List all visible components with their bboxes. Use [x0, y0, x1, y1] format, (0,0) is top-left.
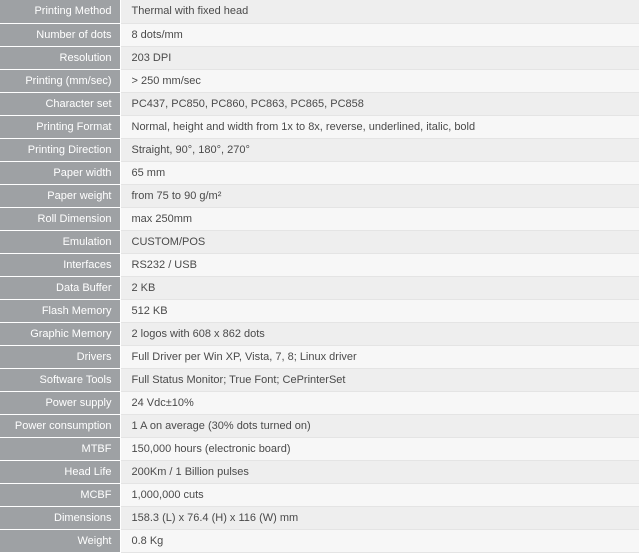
spec-label: Interfaces: [0, 253, 120, 276]
spec-value: Normal, height and width from 1x to 8x, reverse, underlined, italic, bold: [120, 115, 639, 138]
spec-label: Printing Direction: [0, 138, 120, 161]
table-row: [0, 276, 639, 299]
table-row: [0, 322, 639, 345]
spec-label: Drivers: [0, 345, 120, 368]
table-row: [0, 483, 639, 506]
spec-value: 2 KB: [120, 276, 639, 299]
spec-value: from 75 to 90 g/m²: [120, 184, 639, 207]
spec-value: 200Km / 1 Billion pulses: [120, 460, 639, 483]
spec-value: 203 DPI: [120, 46, 639, 69]
spec-label: Paper weight: [0, 184, 120, 207]
table-row: [0, 299, 639, 322]
table-row: [0, 92, 639, 115]
table-row: [0, 115, 639, 138]
spec-value: max 250mm: [120, 207, 639, 230]
spec-label: Resolution: [0, 46, 120, 69]
table-row: [0, 184, 639, 207]
spec-value: 65 mm: [120, 161, 639, 184]
spec-label: Data Buffer: [0, 276, 120, 299]
spec-label: Graphic Memory: [0, 322, 120, 345]
spec-label: Roll Dimension: [0, 207, 120, 230]
table-row: [0, 368, 639, 391]
spec-value: Full Driver per Win XP, Vista, 7, 8; Linux driver: [120, 345, 639, 368]
spec-label: Character set: [0, 92, 120, 115]
table-row: [0, 345, 639, 368]
table-row: [0, 437, 639, 460]
spec-value: 2 logos with 608 x 862 dots: [120, 322, 639, 345]
spec-label: Power consumption: [0, 414, 120, 437]
spec-label: Software Tools: [0, 368, 120, 391]
spec-value: 158.3 (L) x 76.4 (H) x 116 (W) mm: [120, 506, 639, 529]
spec-value: 1,000,000 cuts: [120, 483, 639, 506]
table-row: [0, 230, 639, 253]
spec-value: 150,000 hours (electronic board): [120, 437, 639, 460]
spec-value: Full Status Monitor; True Font; CePrinterSet: [120, 368, 639, 391]
spec-value: 24 Vdc±10%: [120, 391, 639, 414]
spec-label: Head Life: [0, 460, 120, 483]
spec-value: Thermal with fixed head: [120, 0, 639, 23]
table-row: [0, 138, 639, 161]
spec-value: 1 A on average (30% dots turned on): [120, 414, 639, 437]
table-row: [0, 207, 639, 230]
table-row: [0, 391, 639, 414]
spec-value: 8 dots/mm: [120, 23, 639, 46]
spec-label: MTBF: [0, 437, 120, 460]
spec-label: Emulation: [0, 230, 120, 253]
spec-label: Flash Memory: [0, 299, 120, 322]
table-row: [0, 161, 639, 184]
table-row: [0, 529, 639, 552]
spec-value: 512 KB: [120, 299, 639, 322]
table-row: [0, 506, 639, 529]
spec-label: Number of dots: [0, 23, 120, 46]
spec-value: PC437, PC850, PC860, PC863, PC865, PC858: [120, 92, 639, 115]
table-row: [0, 0, 639, 23]
spec-value: RS232 / USB: [120, 253, 639, 276]
table-row: [0, 414, 639, 437]
spec-label: Printing (mm/sec): [0, 69, 120, 92]
spec-label: Weight: [0, 529, 120, 552]
spec-label: MCBF: [0, 483, 120, 506]
spec-value: 0.8 Kg: [120, 529, 639, 552]
spec-value: Straight, 90°, 180°, 270°: [120, 138, 639, 161]
table-row: [0, 69, 639, 92]
spec-label: Printing Method: [0, 0, 120, 23]
spec-value: CUSTOM/POS: [120, 230, 639, 253]
table-row: [0, 253, 639, 276]
table-row: [0, 23, 639, 46]
table-row: [0, 460, 639, 483]
spec-label: Dimensions: [0, 506, 120, 529]
spec-value: > 250 mm/sec: [120, 69, 639, 92]
spec-label: Paper width: [0, 161, 120, 184]
spec-label: Printing Format: [0, 115, 120, 138]
table-row: [0, 46, 639, 69]
spec-label: Power supply: [0, 391, 120, 414]
